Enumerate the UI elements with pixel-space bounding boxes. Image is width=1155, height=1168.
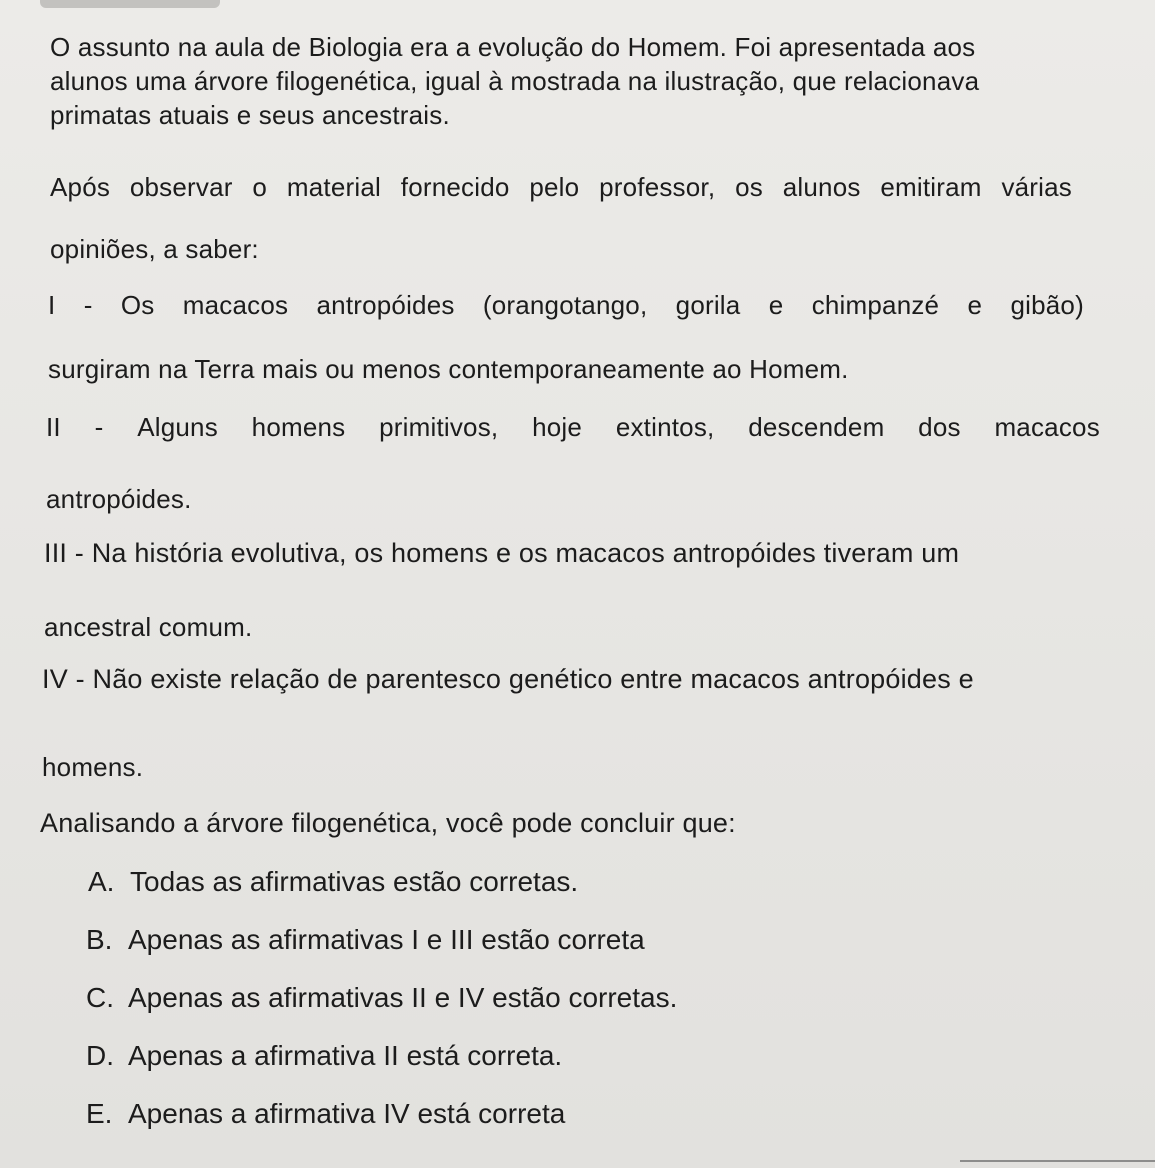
statement-1-line-1-word: I: [48, 290, 56, 320]
statement-2-line-1-word: hoje: [532, 412, 583, 442]
option-d-text: Apenas a afirmativa II está correta.: [128, 1040, 563, 1071]
observation-line-1-word: fornecido: [400, 172, 510, 202]
statement-2-line-1-word: extintos,: [615, 412, 715, 442]
page-edge-shadow: [40, 0, 220, 8]
statement-1-line-1-word: gorila: [675, 290, 741, 320]
option-b-letter: B.: [86, 924, 113, 955]
option-a-letter: A.: [88, 866, 115, 897]
statement-1-line-1: [48, 290, 1084, 320]
statement-2-line-1-word: II: [46, 412, 61, 442]
observation-line-1-word: o: [252, 172, 268, 202]
statement-4-line-1: IV - Não existe relação de parentesco genético entre macacos antropóides e: [42, 664, 974, 694]
option-b[interactable]: [86, 924, 645, 956]
option-d[interactable]: [86, 1040, 562, 1072]
observation-line-1-word: pelo: [529, 172, 580, 202]
statement-2-line-1-word: Alguns: [137, 412, 218, 442]
option-c-letter: C.: [86, 982, 114, 1013]
option-c[interactable]: [86, 982, 677, 1014]
statement-1-line-1-word: chimpanzé: [811, 290, 940, 320]
observation-line-1-word: observar: [129, 172, 233, 202]
statement-1-line-1-word: gibão): [1010, 290, 1084, 320]
statement-1-line-1-word: antropóides: [316, 290, 455, 320]
statement-2-line-2: antropóides.: [46, 484, 192, 514]
observation-line-1-word: material: [286, 172, 381, 202]
statement-2-line-1-word: macacos: [994, 412, 1100, 442]
statement-1-line-1-word: e: [967, 290, 983, 320]
statement-1-line-1-word: Os: [120, 290, 155, 320]
statement-3-line-1: III - Na história evolutiva, os homens e os macacos antropóides tiveram um: [44, 538, 960, 568]
statement-1-line-1-word: (orangotango,: [482, 290, 648, 320]
observation-line-1-word: várias: [1001, 172, 1072, 202]
statement-1-line-1-word: macacos: [182, 290, 289, 320]
statement-1-line-2: surgiram na Terra mais ou menos contemporaneamente ao Homem.: [48, 354, 849, 384]
option-c-text: Apenas as afirmativas II e IV estão corretas.: [128, 982, 678, 1013]
option-a-text: Todas as afirmativas estão corretas.: [130, 866, 579, 897]
option-b-text: Apenas as afirmativas I e III estão correta: [128, 924, 645, 955]
statement-1-line-1-word: e: [768, 290, 784, 320]
option-e[interactable]: [86, 1098, 565, 1130]
observation-line-1-word: alunos: [782, 172, 861, 202]
statement-1-line-1-word: -: [83, 290, 93, 320]
statement-2-line-1-word: dos: [918, 412, 961, 442]
option-e-text: Apenas a afirmativa IV está correta: [128, 1098, 566, 1129]
statement-4-line-2: homens.: [42, 752, 144, 782]
option-e-letter: E.: [86, 1098, 113, 1129]
observation-line-1-word: emitiram: [880, 172, 982, 202]
statement-2-line-1-word: descendem: [748, 412, 885, 442]
statement-3-line-2: ancestral comum.: [44, 612, 253, 642]
option-d-letter: D.: [86, 1040, 114, 1071]
observation-line-1: [50, 172, 1072, 202]
statement-2-line-1-word: primitivos,: [379, 412, 499, 442]
option-a[interactable]: [88, 866, 578, 898]
observation-line-1-word: os: [735, 172, 763, 202]
statement-2-line-1-word: -: [94, 412, 104, 442]
intro-line-3: primatas atuais e seus ancestrais.: [50, 100, 450, 130]
observation-line-1-word: professor,: [599, 172, 716, 202]
page-bottom-rule: [960, 1160, 1155, 1162]
observation-line-2: opiniões, a saber:: [50, 234, 259, 264]
question-text: Analisando a árvore filogenética, você pode concluir que:: [40, 808, 736, 838]
statement-2-line-1-word: homens: [251, 412, 346, 442]
intro-line-2: alunos uma árvore filogenética, igual à mostrada na ilustração, que relacionava: [50, 66, 980, 96]
intro-line-1: O assunto na aula de Biologia era a evolução do Homem. Foi apresentada aos: [50, 32, 976, 62]
statement-2-line-1: [46, 412, 1100, 442]
observation-line-1-word: Após: [50, 172, 111, 202]
